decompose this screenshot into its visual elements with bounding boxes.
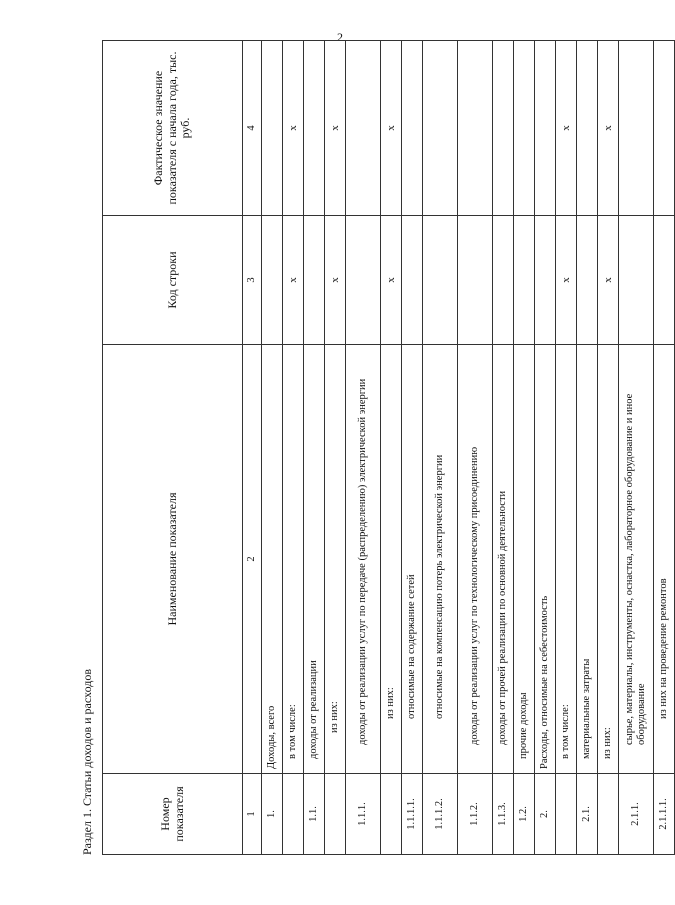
row-code [304,216,325,345]
row-value [514,41,535,216]
table-row [402,41,423,855]
row-name: доходы от реализации [304,345,325,774]
row-name: из них: [325,345,346,774]
row-num: 2.1.1.1. [654,774,675,855]
row-value: х [325,41,346,216]
page-number: 2 [337,30,343,44]
table-row [619,41,654,855]
row-code [514,216,535,345]
table-row [514,41,535,855]
row-num [283,774,304,855]
row-value [458,41,493,216]
row-name: Доходы, всего [262,345,283,774]
row-code [654,216,675,345]
row-code [619,216,654,345]
row-name: доходы от прочей реализации по основной деятельности [493,345,514,774]
row-code [458,216,493,345]
column-index-row [243,41,262,855]
row-value [402,41,423,216]
row-name: Расходы, относимые на себестоимость [535,345,556,774]
index-cell: 2 [243,345,262,774]
row-code [423,216,458,345]
row-code [577,216,598,345]
row-num [381,774,402,855]
row-name: в том числе: [556,345,577,774]
table-row [346,41,381,855]
row-code: х [598,216,619,345]
row-num: 2. [535,774,556,855]
row-num: 1.1.2. [458,774,493,855]
row-value: х [556,41,577,216]
row-num [556,774,577,855]
row-code [262,216,283,345]
table-row [458,41,493,855]
row-name: материальные затраты [577,345,598,774]
index-cell: 1 [243,774,262,855]
row-num: 1. [262,774,283,855]
table-row [325,41,346,855]
income-expense-table [102,40,675,855]
row-num: 2.1. [577,774,598,855]
row-code [346,216,381,345]
row-value [304,41,325,216]
index-cell: 4 [243,41,262,216]
row-num: 1.1.1.1. [402,774,423,855]
row-name: из них: [381,345,402,774]
row-num: 1.1. [304,774,325,855]
row-num: 2.1.1. [619,774,654,855]
row-name: относимые на компенсацию потерь электрической энергии [423,345,458,774]
row-value: х [598,41,619,216]
rotated-content [20,35,669,855]
row-name: из них: [598,345,619,774]
row-value [654,41,675,216]
row-value [619,41,654,216]
index-cell: 3 [243,216,262,345]
row-num: 1.1.1.2. [423,774,458,855]
row-name: в том числе: [283,345,304,774]
section-title: Раздел 1. Статьи доходов и расходов [80,669,94,855]
table-row [598,41,619,855]
header-name: Наименование показателя [103,345,243,774]
row-value [346,41,381,216]
row-code: х [556,216,577,345]
table-row [577,41,598,855]
row-num: 1.1.3. [493,774,514,855]
row-code: х [381,216,402,345]
row-name: относимые на содержание сетей [402,345,423,774]
row-value: х [283,41,304,216]
table-row [535,41,556,855]
table-row [556,41,577,855]
row-name: сырье, материалы, инструменты, оснастка, лабораторное оборудование и иное оборудование [619,345,654,774]
row-code: х [283,216,304,345]
table-row [381,41,402,855]
row-value [423,41,458,216]
header-code: Код строки [103,216,243,345]
row-num: 1.2. [514,774,535,855]
row-name: из них на проведение ремонтов [654,345,675,774]
table-row [262,41,283,855]
row-value [493,41,514,216]
row-num [598,774,619,855]
header-num: Номер показателя [103,774,243,855]
row-value [535,41,556,216]
table-row [493,41,514,855]
table-row [423,41,458,855]
header-value: Фактическое значение показателя с начала года, тыс. руб. [103,41,243,216]
row-value [577,41,598,216]
table-row [304,41,325,855]
row-num [325,774,346,855]
row-code [402,216,423,345]
table-row [283,41,304,855]
row-code [535,216,556,345]
table-row [654,41,675,855]
row-name: доходы от реализации услуг по передаче (распределению) электрической энергии [346,345,381,774]
row-value [262,41,283,216]
row-num: 1.1.1. [346,774,381,855]
row-value: х [381,41,402,216]
row-code [493,216,514,345]
row-name: прочие доходы [514,345,535,774]
row-code: х [325,216,346,345]
row-name: доходы от реализации услуг по технологическому присоединению [458,345,493,774]
table-header-row [103,41,243,855]
